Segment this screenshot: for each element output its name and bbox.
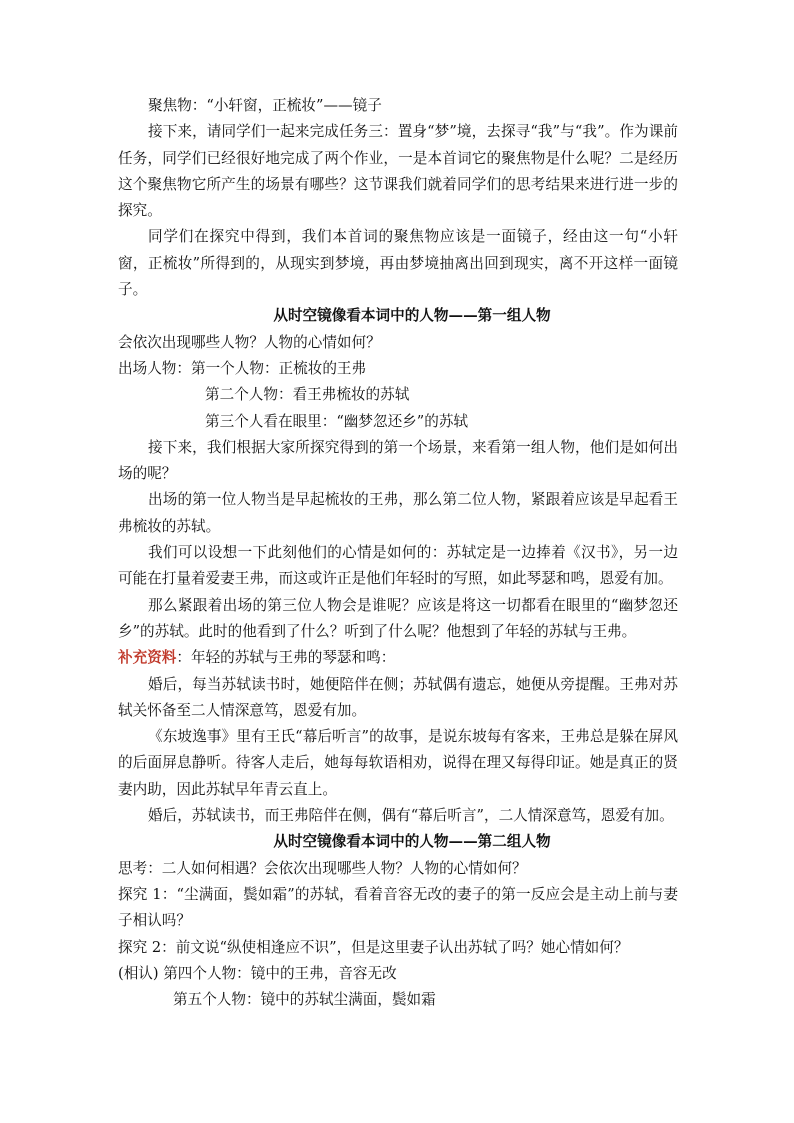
character-line-3: 第三个人看在眼里：“幽梦忽还乡”的苏轼 xyxy=(205,412,469,430)
supplementary-text: ：年轻的苏轼与王弗的琴瑟和鸣： xyxy=(176,649,396,667)
recognition-line-4: (相认) 第四个人物：镜中的王弗，音容无改 xyxy=(118,964,397,982)
focus-object-line: 聚焦物：“小轩窗，正梳妆”——镜子 xyxy=(148,97,382,114)
paragraph-marriage: 婚后，每当苏轼读书时，她便陪伴在侧；苏轼偶有遗忘，她便从旁提醒。王弗对苏轼关怀备至二人情深意笃，恩爱有加。 xyxy=(118,675,678,719)
exploration-2: 探究 2：前文说“纵使相逢应不识”，但是这里妻子认出苏轼了吗？她心情如何？ xyxy=(118,938,629,956)
recognition-line-5: 第五个人物：镜中的苏轼尘满面，鬓如霜 xyxy=(173,991,436,1009)
paragraph-first-scene: 接下来，我们根据大家所探究得到的第一个场景，来看第一组人物，他们是如何出场的呢？ xyxy=(118,438,678,483)
character-line-1: 出场人物：第一个人物：正梳妆的王弗 xyxy=(118,359,367,377)
document-page xyxy=(118,93,678,1013)
section-title-group-two: 从时空镜像看本词中的人物——第二组人物 xyxy=(273,833,551,851)
section-title-group-one: 从时空镜像看本词中的人物——第一组人物 xyxy=(273,307,551,325)
paragraph-third-character: 那么紧跟着出场的第三位人物会是谁呢？应该是将这一切都看在眼里的“幽梦忽还乡”的苏轼。此时的他看到了什么？听到了什么呢？他想到了年轻的苏轼与王弗。 xyxy=(118,596,678,640)
supplementary-label: 补充资料 xyxy=(118,649,177,667)
supplementary-heading xyxy=(118,645,678,671)
exploration-1: 探究 1：“尘满面，鬓如霜”的苏轼，看着音容无改的妻子的第一反应会是主动上前与妻子相认吗？ xyxy=(118,885,678,930)
paragraph-task-three: 接下来，请同学们一起来完成任务三：置身“梦”境，去探寻“我”与“我”。作为课前任务，同学们已经很好地完成了两个作业，一是本首词它的聚焦物是什么呢？二是经历这个聚焦物它所产生的场景有哪些？这节课我们就着同学们的思考结果来进行进一步的探究。 xyxy=(118,123,678,220)
paragraph-mirror: 同学们在探究中得到，我们本首词的聚焦物应该是一面镜子，经由这一句“小轩窗，正梳妆”所得到的，从现实到梦境，再由梦境抽离出回到现实，离不开这样一面镜子。 xyxy=(118,228,678,299)
character-line-2: 第二个人物：看王弗梳妆的苏轼 xyxy=(205,386,410,404)
paragraph-dongpo-anecdote: 《东坡逸事》里有王氏“幕后听言”的故事，是说东坡每有客来，王弗总是躲在屏风的后面屏息静听。待客人走后，她每每软语相劝，说得在理又每得印证。她是真正的贤妻内助，因此苏轼早年青云直上。 xyxy=(118,728,678,798)
paragraph-first-character: 出场的第一位人物当是早起梳妆的王弗，那么第二位人物，紧跟着应该是早起看王弗梳妆的苏轼。 xyxy=(118,491,678,535)
question-group-one: 会依次出现哪些人物？人物的心情如何？ xyxy=(118,333,381,351)
question-group-two: 思考：二人如何相遇？会依次出现哪些人物？人物的心情如何？ xyxy=(118,859,527,877)
paragraph-mood: 我们可以设想一下此刻他们的心情是如何的：苏轼定是一边捧着《汉书》，另一边可能在打量着爱妻王弗，而这或许正是他们年轻时的写照，如此琴瑟和鸣，恩爱有加。 xyxy=(118,544,678,588)
paragraph-summary: 婚后，苏轼读书，而王弗陪伴在侧，偶有“幕后听言”，二人情深意笃，恩爱有加。 xyxy=(148,807,674,825)
